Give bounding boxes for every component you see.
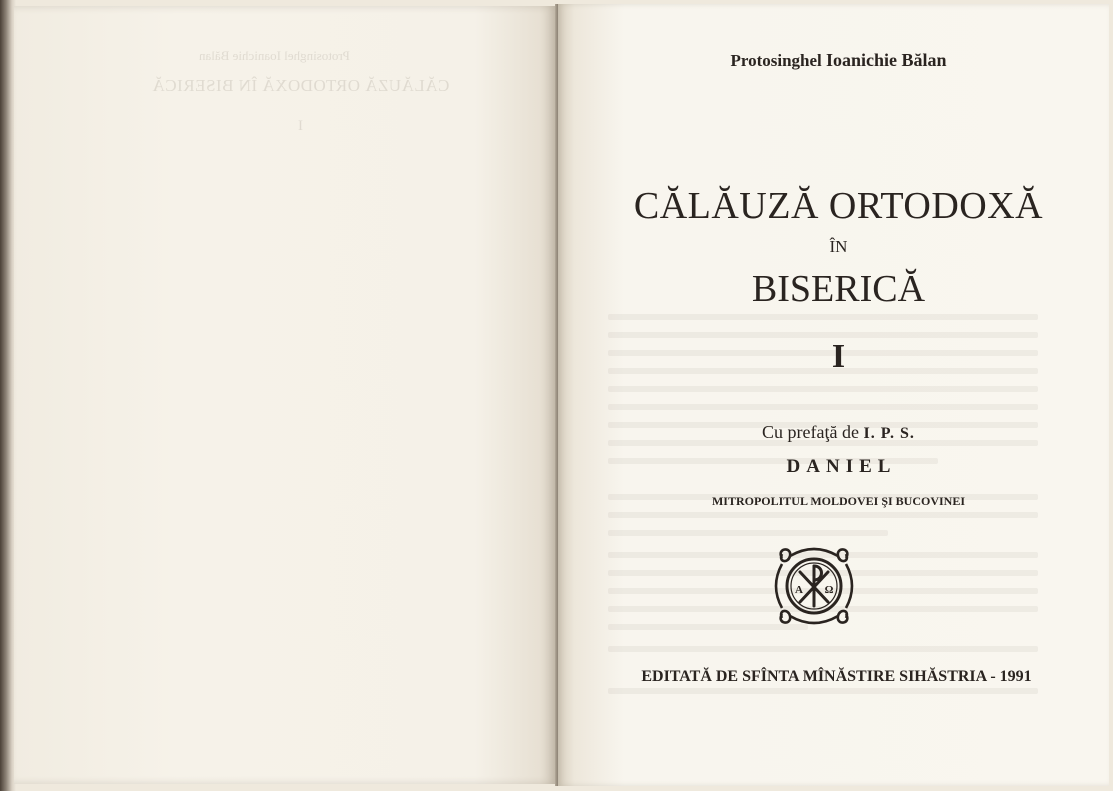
book-title-line2: BISERICĂ xyxy=(751,268,926,310)
emblem-alpha: A xyxy=(795,584,803,596)
author-line xyxy=(558,50,1109,71)
chi-rho-ornament-icon xyxy=(772,544,856,628)
emblem-omega: Ω xyxy=(824,584,834,596)
book-title-in: ÎN xyxy=(829,237,848,256)
bleed-title: CĂLĂUZĂ ORTODOXĂ ÎN BISERICĂ xyxy=(152,76,450,95)
publisher-line: EDITATĂ DE SFÎNTA MÎNĂSTIRE SIHĂSTRIA - 1991 xyxy=(641,668,1032,685)
book-title-line1: CĂLĂUZĂ ORTODOXĂ xyxy=(633,185,1044,227)
preface-title: I. P. S. xyxy=(863,425,915,442)
preface-author-role: MITROPOLITUL MOLDOVEI ŞI BUCOVINEI xyxy=(711,494,966,508)
bleed-volume: I xyxy=(298,118,303,134)
author-name: Ioanichie Bălan xyxy=(826,50,947,70)
preface-author-name: DANIEL xyxy=(786,456,897,477)
volume-number: I xyxy=(831,338,846,375)
left-page xyxy=(14,6,556,784)
preface-prefix: Cu prefaţă de xyxy=(762,422,859,442)
title-page-content xyxy=(558,4,1109,786)
preface-line xyxy=(558,422,1109,443)
author-prefix: Protosinghel xyxy=(730,51,822,70)
bleed-author: Protosinghel Ioanichie Bălan xyxy=(199,48,350,63)
